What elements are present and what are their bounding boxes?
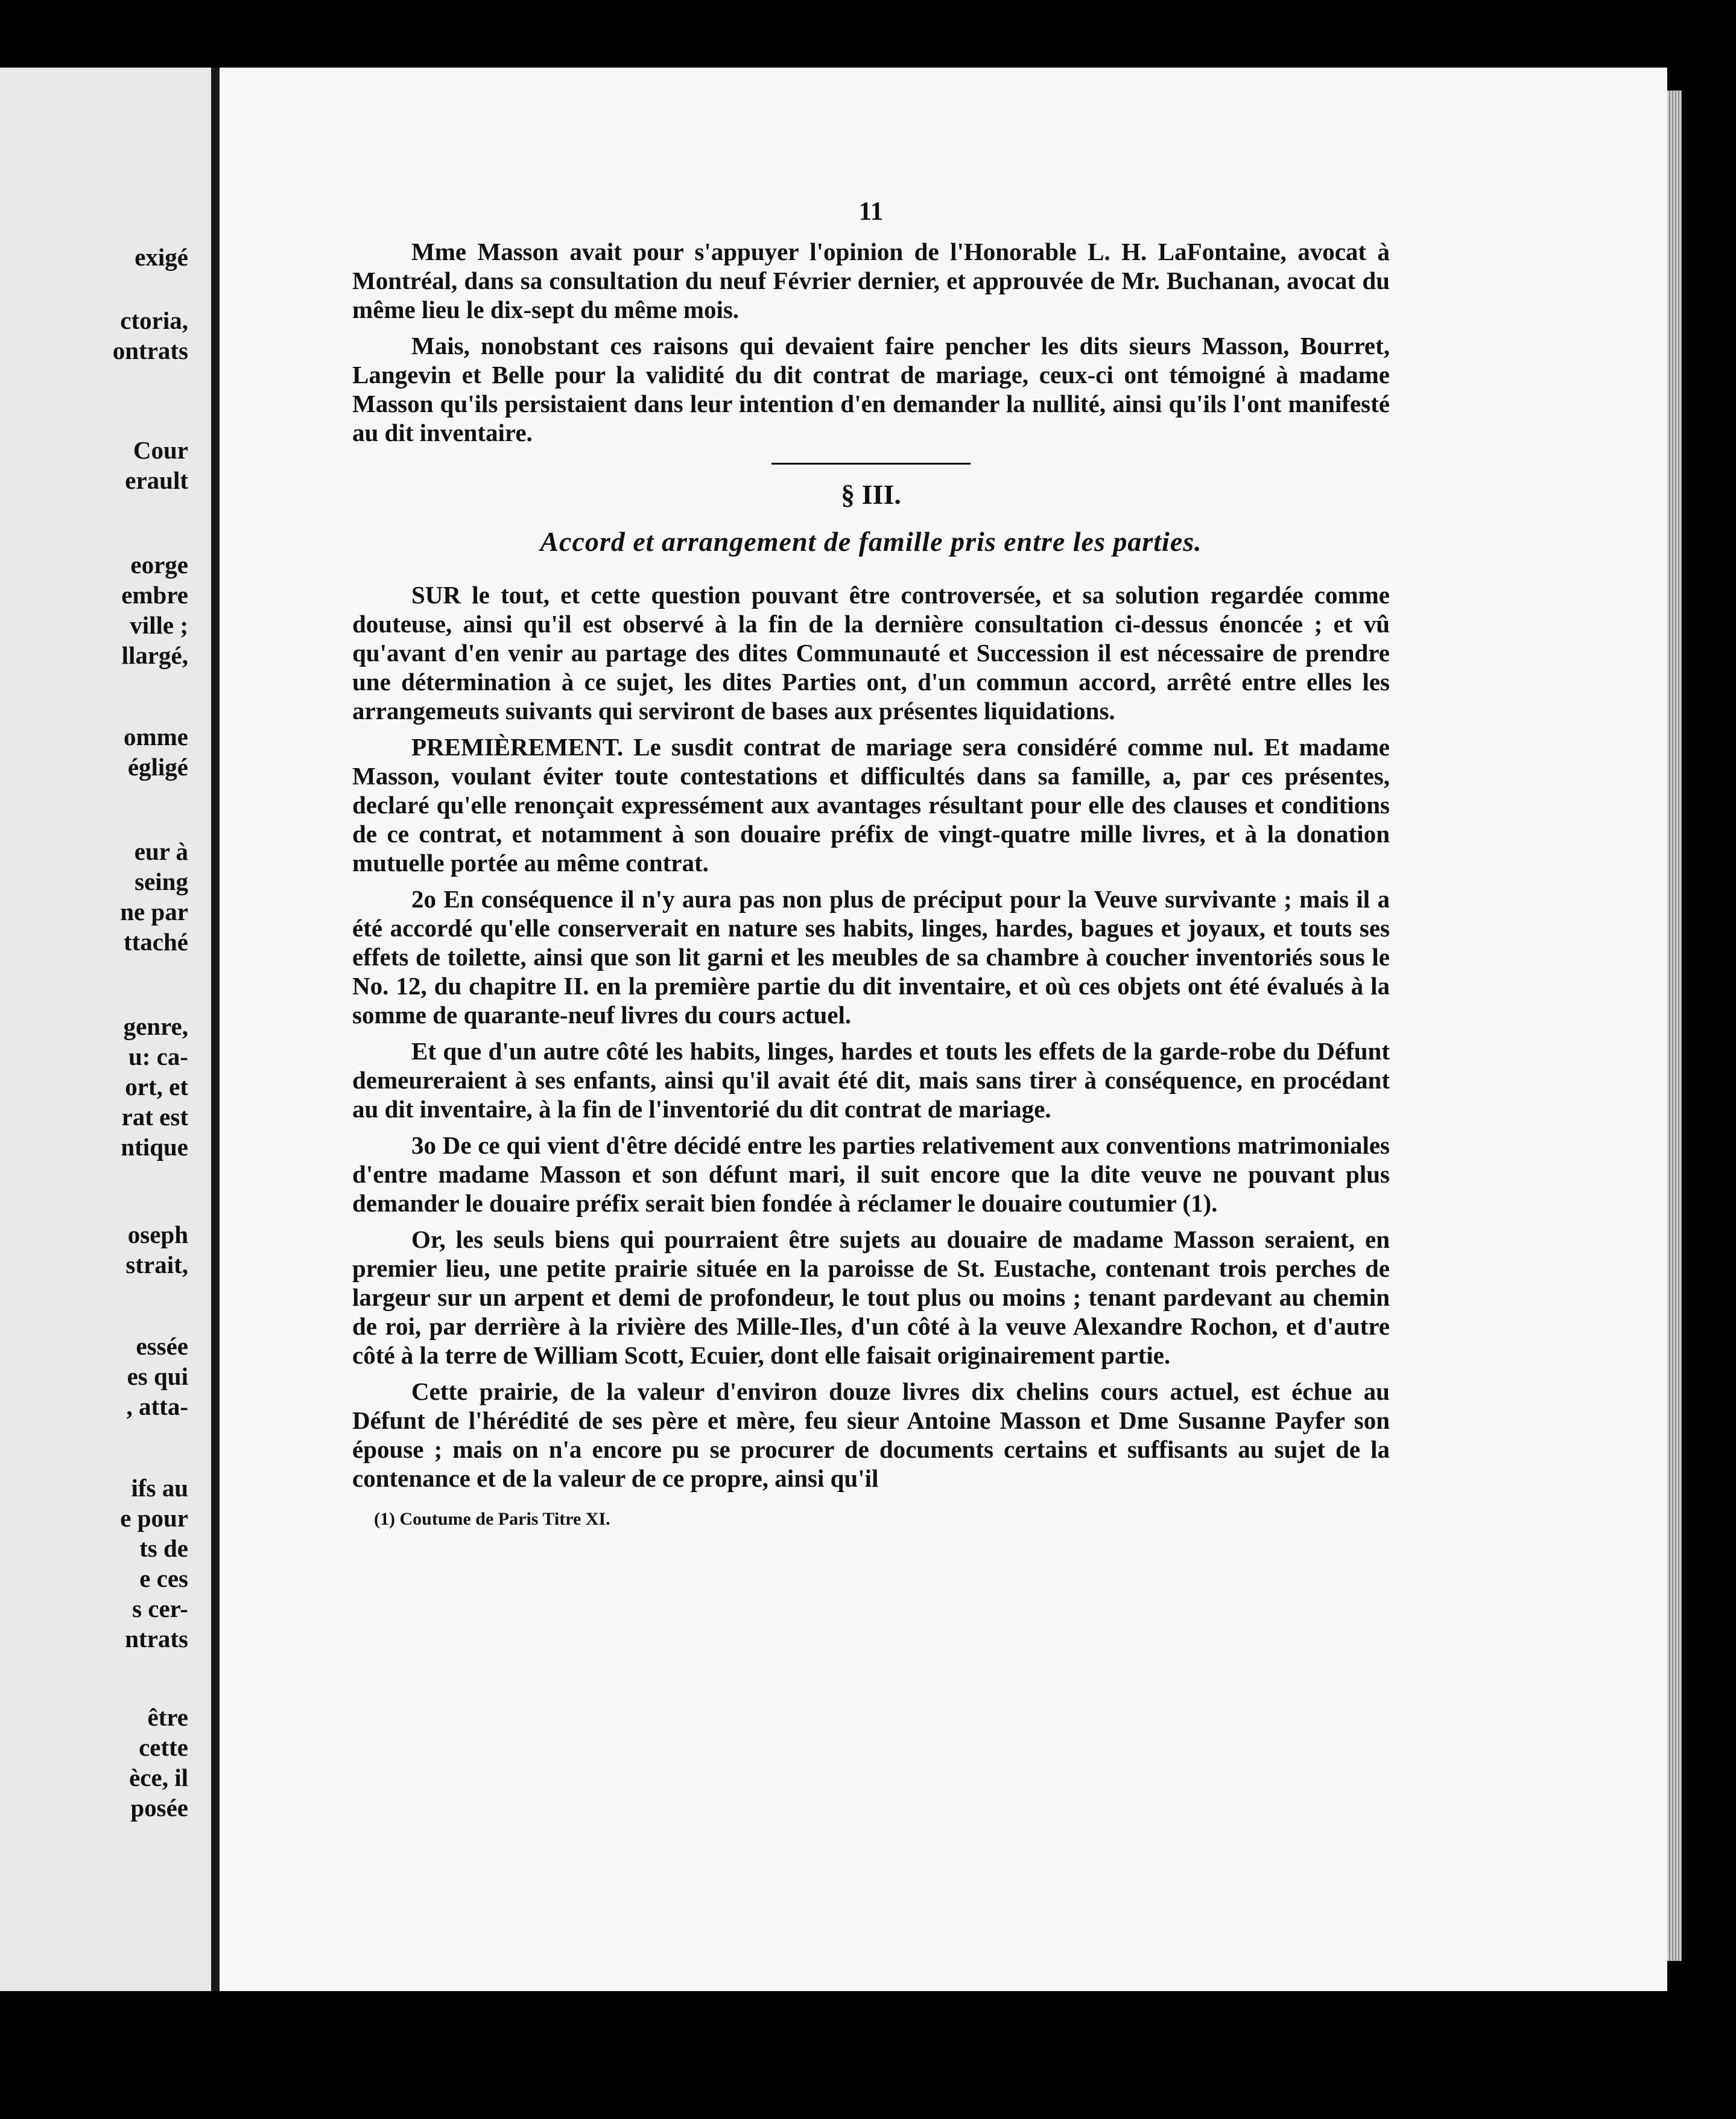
margin-fragment: ntique xyxy=(121,1133,188,1161)
paragraph: PREMIÈREMENT. Le susdit contrat de mariage sera considéré comme nul. Et madame Masson, voulant éviter toute contestations et difficultés dans sa famille, a, par ces présentes, declaré qu'elle renonçait expressément aux avantages résultant pour elle des clauses et conditions de ce contrat, et notamment à son douaire préfix de vingt-quatre mille livres, et à la donation mutuelle portée au même contrat. xyxy=(352,733,1390,877)
margin-fragment: oseph xyxy=(127,1221,188,1248)
paragraph: Cette prairie, de la valeur d'environ douze livres dix chelins cours actuel, est échue au Défunt de l'hérédité de ses père et mère, feu sieur Antoine Masson et Dme Susanne Payfer son épouse ; mais on n'a encore pu se procurer de documents certains et suffisants au sujet de la contenance et de la valeur de ce propre, ainsi qu'il xyxy=(352,1377,1390,1492)
paragraph: Mais, nonobstant ces raisons qui devaient faire pencher les dits sieurs Masson, Bourret, Langevin et Belle pour la validité du dit contrat de mariage, ceux-ci ont témoigné à madame Masson qu'ils persistaient dans leur intention d'en demander la nullité, ainsi qu'ils l'ont manifesté au dit inventaire. xyxy=(352,332,1390,446)
margin-fragment: ville ; xyxy=(130,611,188,639)
page-number: 11 xyxy=(858,197,884,226)
margin-fragment: ne par xyxy=(120,898,188,926)
margin-fragment: ifs au xyxy=(131,1474,188,1502)
margin-fragment: e pour xyxy=(120,1504,188,1532)
paragraph: Or, les seuls biens qui pourraient être sujets au douaire de madame Masson seraient, en premier lieu, une petite prairie située en la paroisse de St. Eustache, contenant trois perches de largeur sur un arpent et demi de profondeur, le tout plus ou moins ; tenant pardevant au chemin de roi, par derrière à la rivière des Mille-Iles, d'un côté à la veuve Alexandre Rochon, et d'autre côté à la terre de William Scott, Ecuier, dont elle faisait originairement partie. xyxy=(352,1225,1390,1369)
margin-fragment: exigé xyxy=(135,243,188,271)
margin-fragment: seing xyxy=(135,868,188,895)
margin-fragment: èce, il xyxy=(129,1764,188,1791)
left-page-fragment xyxy=(0,68,211,1991)
section-title: § III. xyxy=(841,479,901,510)
margin-fragment: s cer- xyxy=(132,1595,188,1622)
paragraph: SUR le tout, et cette question pouvant être controversée, et sa solution regardée comme douteuse, ainsi qu'il est observé à la fin de la dernière consultation ci-dessus énoncée ; et vû qu'avant d'en venir au partage des dites Communauté et Succession il est nécessaire de prendre une détermination à ce sujet, les dites Parties ont, d'un commun accord, arrêté entre elles les arrangemeuts suivants qui serviront de bases aux présentes liquidations. xyxy=(352,581,1390,725)
margin-fragment: ctoria, xyxy=(120,307,188,334)
margin-fragment: embre xyxy=(121,581,188,609)
footnote: (1) Coutume de Paris Titre XI. xyxy=(374,1509,610,1529)
margin-fragment: ts de xyxy=(139,1534,188,1562)
margin-fragment: omme xyxy=(123,723,188,751)
paragraph: 3o De ce qui vient d'être décidé entre les parties relativement aux conventions matrimoniales d'entre madame Masson et son défunt mari, il suit encore que la dite veuve ne pouvant plus demander le douaire préfix serait bien fondée à réclamer le douaire coutumier (1). xyxy=(352,1131,1390,1217)
margin-fragment: cette xyxy=(139,1733,188,1761)
margin-fragment: genre, xyxy=(123,1012,188,1040)
margin-fragment: égligé xyxy=(127,753,188,781)
margin-fragment: u: ca- xyxy=(128,1043,188,1070)
margin-fragment: rat est xyxy=(121,1103,188,1131)
margin-fragment: Cour xyxy=(133,436,188,464)
margin-fragment: llargé, xyxy=(121,641,188,669)
main-page xyxy=(220,68,1667,1991)
section-subtitle: Accord et arrangement de famille pris entre les parties. xyxy=(540,526,1202,557)
margin-fragment: posée xyxy=(130,1794,188,1822)
paragraph: 2o En conséquence il n'y aura pas non plus de préciput pour la Veuve survivante ; mais il a été accordé qu'elle conserverait en nature ses habits, linges, hardes, bagues et joyaux, et touts ses effets de toilette, ainsi que son lit garni et les meubles de sa chambre à coucher inventoriés sous le No. 12, du chapitre II. en la première partie du dit inventaire, et où ces objets ont été évalués à la somme de quarante-neuf livres du cours actuel. xyxy=(352,885,1390,1029)
margin-fragment: erault xyxy=(125,466,188,494)
margin-fragment: e ces xyxy=(139,1565,188,1592)
paragraph: Et que d'un autre côté les habits, linges, hardes et touts les effets de la garde-robe du Défunt demeureraient à ses enfants, ainsi qu'il avait été dit, mais sans tirer à conséquence, en procédant au dit inventaire, à la fin de l'inventorié du dit contrat de mariage. xyxy=(352,1037,1390,1123)
margin-fragment: être xyxy=(147,1703,188,1731)
margin-fragment: ttaché xyxy=(123,928,188,956)
margin-fragment: essée xyxy=(136,1332,188,1360)
margin-fragment: strait, xyxy=(125,1251,188,1279)
margin-fragment: , atta- xyxy=(126,1393,188,1420)
section-divider xyxy=(771,463,971,465)
page-stack-edge xyxy=(1667,91,1682,1961)
margin-fragment: eorge xyxy=(130,551,188,579)
paragraph: Mme Masson avait pour s'appuyer l'opinion de l'Honorable L. H. LaFontaine, avocat à Montréal, dans sa consultation du neuf Février dernier, et approuvée de Mr. Buchanan, avocat du même lieu le dix-sept du même mois. xyxy=(352,238,1390,323)
margin-fragment: ontrats xyxy=(112,337,188,364)
margin-fragment: ntrats xyxy=(125,1625,188,1653)
margin-fragment: ort, et xyxy=(125,1073,188,1101)
page-content xyxy=(352,197,1390,1534)
book-gutter xyxy=(211,68,220,1991)
margin-fragment: eur à xyxy=(134,837,188,865)
margin-fragment: es qui xyxy=(127,1362,188,1390)
